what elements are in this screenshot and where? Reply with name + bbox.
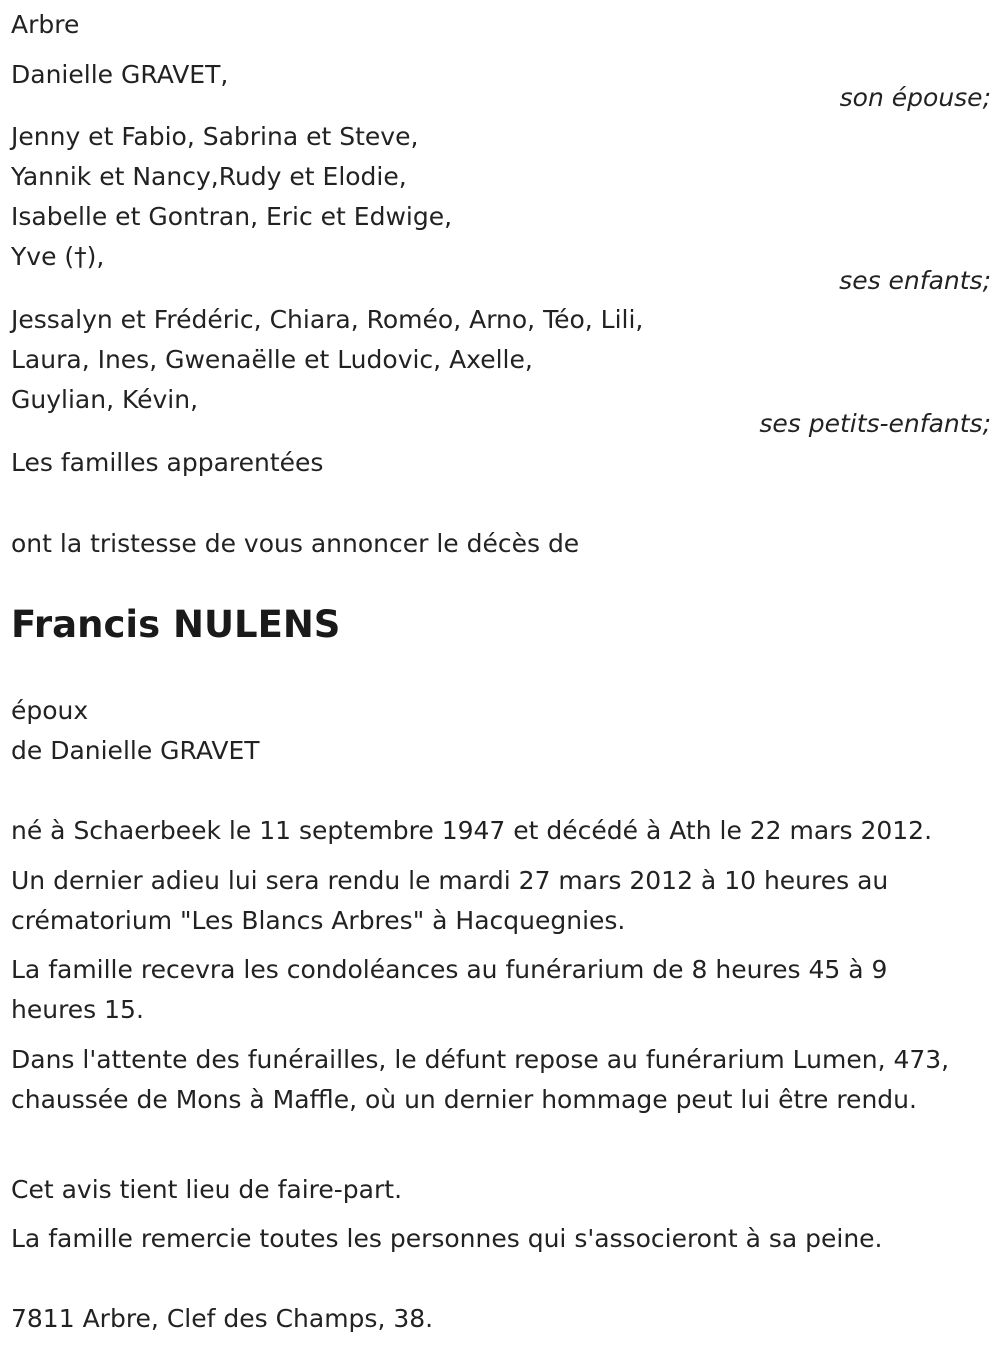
grandchildren-line: Laura, Ines, Gwenaëlle et Ludovic, Axelle, bbox=[11, 345, 533, 374]
children-line: Jenny et Fabio, Sabrina et Steve, bbox=[11, 122, 419, 151]
children-line: Yannik et Nancy,Rudy et Elodie, bbox=[11, 162, 407, 191]
detail-condolences: La famille recevra les condoléances au funérarium de 8 heures 45 à 9 heures 15. bbox=[11, 955, 888, 1024]
place-heading: Arbre bbox=[11, 10, 80, 39]
announcement-line: ont la tristesse de vous annoncer le décès de bbox=[11, 529, 580, 558]
children-line: Isabelle et Gontran, Eric et Edwige, bbox=[11, 202, 453, 231]
detail-funeral-home: Dans l'attente des funérailles, le défunt repose au funérarium Lumen, 473, chaussée de Mons à Maffle, où un dernier hommage peut lui être rendu. bbox=[11, 1045, 950, 1114]
wife-role: son épouse; bbox=[839, 83, 991, 112]
spouse-of-line: époux bbox=[11, 696, 89, 725]
detail-ceremony: Un dernier adieu lui sera rendu le mardi 27 mars 2012 à 10 heures au crématorium "Les Blancs Arbres" à Hacquegnies. bbox=[11, 866, 889, 935]
address-line: 7811 Arbre, Clef des Champs, 38. bbox=[11, 1304, 434, 1333]
wife-line: Danielle GRAVET, bbox=[11, 60, 229, 89]
detail-birth-death: né à Schaerbeek le 11 septembre 1947 et décédé à Ath le 22 mars 2012. bbox=[11, 816, 933, 845]
spouse-of-line: de Danielle GRAVET bbox=[11, 736, 260, 765]
children-role: ses enfants; bbox=[839, 266, 991, 295]
deceased-name: Francis NULENS bbox=[11, 603, 341, 646]
detail-thanks: La famille remercie toutes les personnes qui s'associeront à sa peine. bbox=[11, 1224, 883, 1253]
grandchildren-line: Guylian, Kévin, bbox=[11, 385, 199, 414]
children-line: Yve (†), bbox=[11, 242, 105, 271]
grandchildren-role: ses petits-enfants; bbox=[759, 409, 991, 438]
grandchildren-line: Jessalyn et Frédéric, Chiara, Roméo, Arno, Téo, Lili, bbox=[11, 305, 644, 334]
families-line: Les familles apparentées bbox=[11, 448, 324, 477]
detail-notice: Cet avis tient lieu de faire-part. bbox=[11, 1175, 403, 1204]
